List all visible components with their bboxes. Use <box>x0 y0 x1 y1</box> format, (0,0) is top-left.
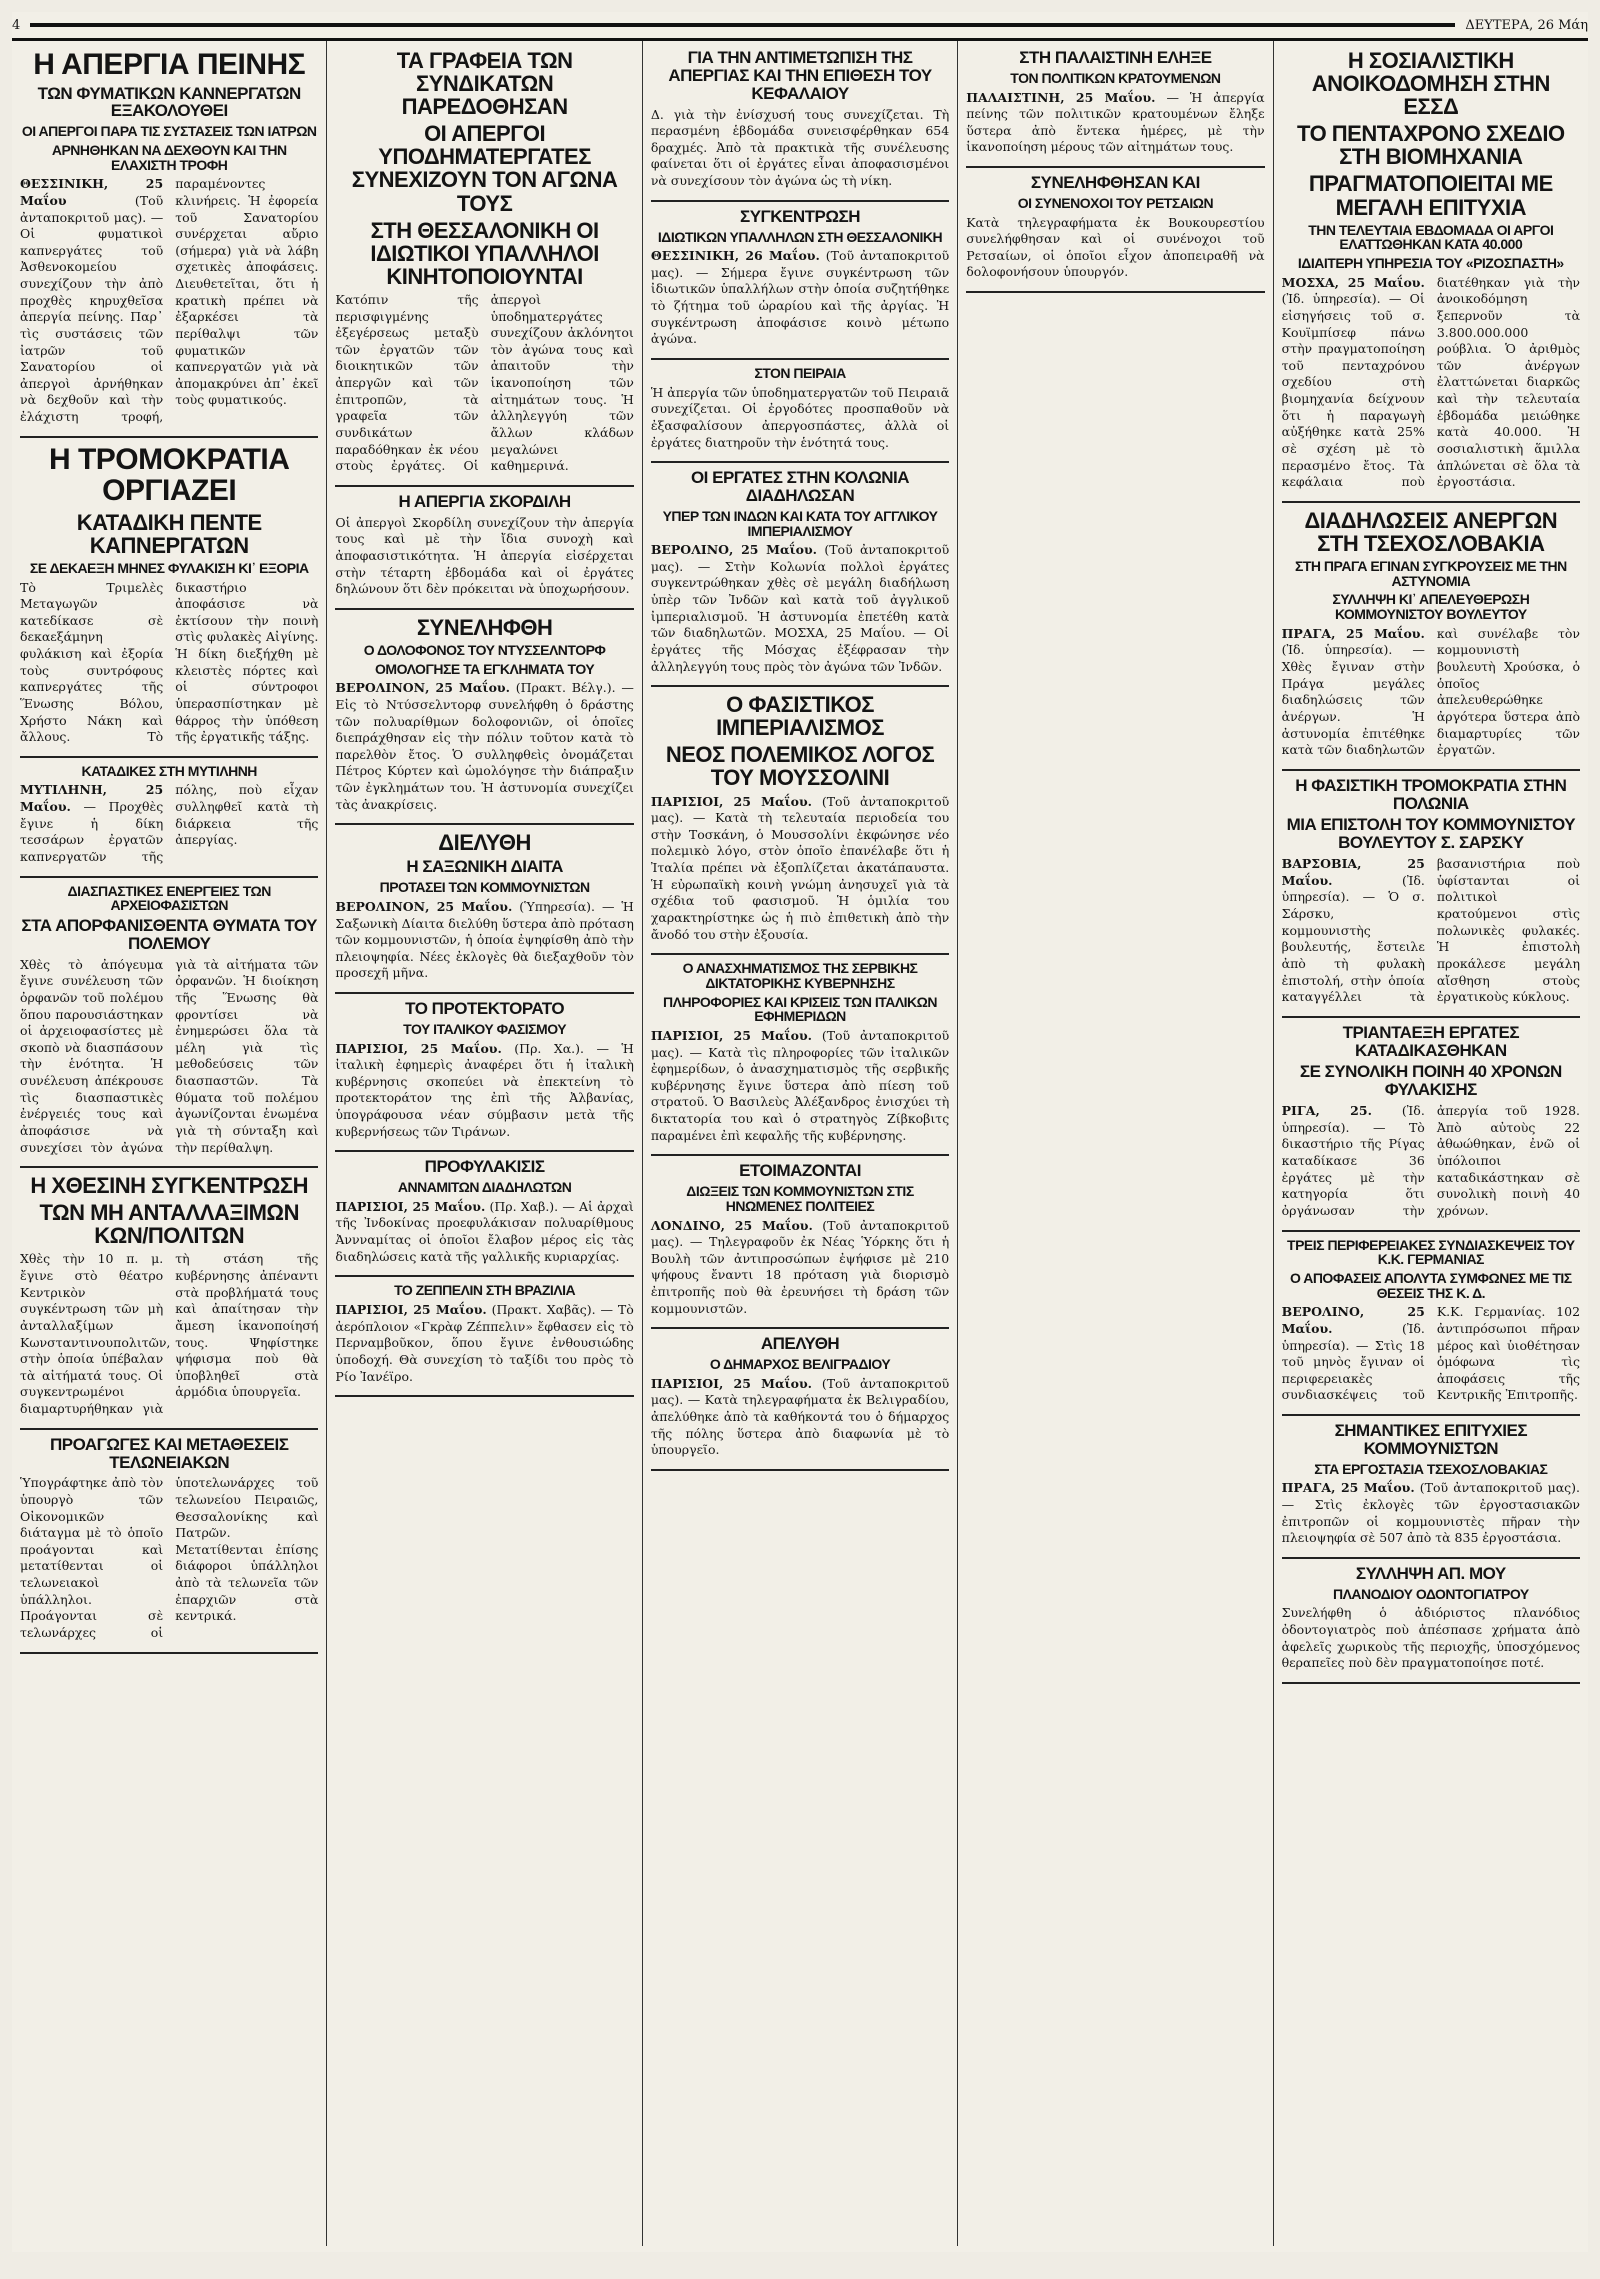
headline: ΠΡΟΦΥΛΑΚΙΣΙΣ <box>424 1157 545 1177</box>
subheadline: ΙΔΙΩΤΙΚΩΝ ΥΠΑΛΛΗΛΩΝ ΣΤΗ ΘΕΣΣΑΛΟΝΙΚΗ <box>657 228 943 245</box>
deck: ΟΙ ΑΠΕΡΓΟΙ ΠΑΡΑ ΤΙΣ ΣΥΣΤΑΣΕΙΣ ΤΩΝ ΙΑΤΡΩΝ <box>21 123 317 140</box>
headline: ΑΠΕΛΥΘΗ <box>760 1334 840 1354</box>
headline: ΣΥΝΕΛΗΦΘΗΣΑΝ ΚΑΙ <box>1030 173 1200 193</box>
article-capital-attack <box>651 49 949 202</box>
headline: ΤΡΙΑΝΤΑΕΞΗ ΕΡΓΑΤΕΣ ΚΑΤΑΔΙΚΑΣΘΗΚΑΝ <box>1342 1022 1520 1060</box>
article-body: ΛΟΝΔΙΝΟ, 25 Μαΐου. (Τοῦ ἀνταποκριτοῦ μας). — Τηλεγραφοῦν ἐκ Νέας Ὑόρκης ὅτι ἡ Βουλὴ τῶν ἀντιπροσώπων ἐψήφισε μὲ 210 ψήφους ἔναντι 18 πρόταση γιὰ διορισμὸ ἐπιτροπῆς ποὺ θὰ ἐρευνήσει τὴ δράση τῶν κομμουνιστῶν. <box>650 1217 950 1316</box>
headline: ΤΑ ΓΡΑΦΕΙΑ ΤΩΝ ΣΥΝΔΙΚΑΤΩΝ ΠΑΡΕΔΟΘΗΣΑΝ <box>396 48 573 120</box>
article-body: ΠΑΡΙΣΙΟΙ, 25 Μαΐου. (Τοῦ ἀνταποκριτοῦ μας). — Κατὰ τὶς πληροφορίες τῶν ἰταλικῶν ἐφημερίδων, ὁ ἀνασχηματισμὸς τῆς σερβικῆς κυβέρνησης ἔγινε ὕστερα ἀπὸ πίεση τοῦ στρατοῦ. Ὁ Βασιλεὺς Ἀλέξανδρος ἐνισχύει τὴ δικτατορία του καὶ ὁ στρατηγὸς Ζίβκοβιτς παραμένει ἐπὶ κεφαλῆς τῆς κυβέρνησης. <box>650 1027 950 1143</box>
headline: Ο ΦΑΣΙΣΤΙΚΟΣ ΙΜΠΕΡΙΑΛΙΣΜΟΣ <box>716 692 884 741</box>
headline: Η ΣΟΣΙΑΛΙΣΤΙΚΗ ΑΝΟΙΚΟΔΟΜΗΣΗ ΣΤΗΝ ΕΣΣΔ <box>1311 48 1550 120</box>
deck: ΣΕ ΔΕΚΑΕΞΗ ΜΗΝΕΣ ΦΥΛΑΚΙΣΗ ΚΙ᾽ ΕΞΟΡΙΑ <box>29 559 309 576</box>
article-annamites <box>335 1158 633 1277</box>
subheadline: ΤΟΝ ΠΟΛΙΤΙΚΩΝ ΚΡΑΤΟΥΜΕΝΩΝ <box>1010 69 1221 86</box>
headline: ΚΑΤΑΔΙΚΕΣ ΣΤΗ ΜΥΤΙΛΗΝΗ <box>81 762 257 779</box>
headline: ΣΤΟΝ ΠΕΙΡΑΙΑ <box>754 364 846 381</box>
tagline: ΙΔΙΑΙΤΕΡΗ ΥΠΗΡΕΣΙΑ ΤΟΥ «ΡΙΖΟΣΠΑΣΤΗ» <box>1297 255 1564 272</box>
headline: ΟΙ ΕΡΓΑΤΕΣ ΣΤΗΝ ΚΟΛΩΝΙΑ ΔΙΑΔΗΛΩΣΑΝ <box>690 468 910 505</box>
article-body: Δ. γιὰ τὴν ἐνίσχυσή τους συνεχίζεται. Τὴ περασμένη ἑβδομάδα συνεισφέρθηκαν 654 δραχμές. Ἀπὸ τὰ πρακτικὰ τῆς συνέλευσης φαίνεται ὅτι οἱ ἐργάτες εἶναι ἀποφασισμένοι νὰ συνεχίσουν τὸν ἀγώνα ὡς τὴ νίκη. <box>650 106 950 189</box>
headline: ΔΙΑΣΠΑΣΤΙΚΕΣ ΕΝΕΡΓΕΙΕΣ ΤΩΝ ΑΡΧΕΙΟΦΑΣΙΣΤΩΝ <box>67 882 271 914</box>
headline: ΣΤΗ ΠΑΛΑΙΣΤΙΝΗ ΕΛΗΞΕ <box>1019 48 1212 67</box>
article-czech-unemployed <box>1282 509 1580 771</box>
article-communist-successes <box>1282 1422 1580 1559</box>
deck: ΤΗΝ ΤΕΛΕΥΤΑΙΑ ΕΒΔΟΜΑΔΑ ΟΙ ΑΡΓΟΙ ΕΛΑΤΤΩΘΗΚΑΝ ΚΑΤΑ 40.000 <box>1308 221 1554 253</box>
article-body: Κατὰ τηλεγραφήματα ἐκ Βουκουρεστίου συνελήφθησαν καὶ οἱ συνένοχοι τοῦ Ρετσαίων, οἱ ὁποῖοι εἶχον ἀποπειραθῆ νὰ δολοφονήσουν ὑπουργόν. <box>966 214 1265 280</box>
dateline: ΠΑΡΙΣΙΟΙ, 25 Μαΐου. <box>335 1040 502 1056</box>
column-5 <box>1274 41 1588 2246</box>
subheadline: Ο ΔΗΜΑΡΧΟΣ ΒΕΛΙΓΡΑΔΙΟΥ <box>709 1356 891 1373</box>
subheadline: ΠΛΑΝΟΔΙΟΥ ΟΔΟΝΤΟΓΙΑΤΡΟΥ <box>1332 1585 1529 1602</box>
subheadline: ΟΙ ΑΠΕΡΓΟΙ ΥΠΟΔΗΜΑΤΕΡΓΑΤΕΣ ΣΥΝΕΧΙΖΟΥΝ ΤΟΝ ΑΓΩΝΑ ΤΟΥΣ <box>351 121 618 216</box>
subheadline: ΥΠΕΡ ΤΩΝ ΙΝΔΩΝ ΚΑΙ ΚΑΤΑ ΤΟΥ ΑΓΓΛΙΚΟΥ ΙΜΠΕΡΙΑΛΙΣΜΟΥ <box>662 507 938 539</box>
subheadline: ΜΙΑ ΕΠΙΣΤΟΛΗ ΤΟΥ ΚΟΜΜΟΥΝΙΣΤΟΥ ΒΟΥΛΕΥΤΟΥ Σ. ΣΑΡΣΚΥ <box>1286 815 1576 853</box>
deck: ΣΤΗ ΘΕΣΣΑΛΟΝΙΚΗ ΟΙ ΙΔΙΩΤΙΚΟΙ ΥΠΑΛΛΗΛΟΙ ΚΙΝΗΤΟΠΟΙΟΥΝΤΑΙ <box>370 217 599 289</box>
headline: Η ΤΡΟΜΟΚΡΑΤΙΑ ΟΡΓΙΑΖΕΙ <box>48 442 290 508</box>
deck: ΣΥΛΛΗΨΗ ΚΙ᾽ ΑΠΕΛΕΥΘΕΡΩΣΗ ΚΟΜΜΟΥΝΙΣΤΟΥ ΒΟΥΛΕΥΤΟΥ <box>1332 591 1530 623</box>
article-body: Χθὲς τὴν 10 π. μ. ἔγινε στὸ θέατρο Κεντρικὸν συγκέντρωση τῶν μὴ ἀνταλλαξίμων Κωνσταντινουπολιτῶν, στὴν ὁποία ὑπέβαλαν τὰ αἰτήματά τους. Οἱ συγκεντρωμένοι διαμαρτυρήθηκαν γιὰ τὴ στάση τῆς κυβέρνησης ἀπέναντι στὰ προβλήματά τους καὶ ἀπαίτησαν τὴν ἄμεση ἱκανοποίησή τους. Ψηφίστηκε ψήφισμα ποὺ θὰ ὑποβληθεῖ στὰ ἁρμόδια ὑπουργεῖα. <box>20 1251 319 1417</box>
subheadline: Ο ΑΠΟΦΑΣΕΙΣ ΑΠΟΛΥΤΑ ΣΥΜΦΩΝΕΣ ΜΕ ΤΙΣ ΘΕΣΕΙΣ ΤΗΣ Κ. Δ. <box>1289 1269 1572 1301</box>
article-serbian-government <box>651 961 949 1156</box>
dateline: ΡΙΓΑ, 25. <box>1281 1103 1372 1119</box>
dateline: ΠΡΑΓΑ, 25 Μαΐου. <box>1281 1480 1415 1496</box>
article-body: ΠΑΡΙΣΙΟΙ, 25 Μαΐου. (Πρ. Χα.). — Ἡ ἰταλικὴ ἐφημερὶς ἀναφέρει ὅτι ἡ ἰταλικὴ κυβέρνησις σκοπεύει νὰ ἐπεκτείνη τὸ προτεκτοράτον της ἐπὶ τῆς Ἀλβανίας, ὑπογράφουσα νέαν σύμβασιν μετὰ τῆς κυβερνήσεως τῶν Τιράνων. <box>335 1040 634 1139</box>
issue-date: ΔΕΥΤΕΡΑ, 26 Μάη <box>1465 17 1588 33</box>
article-zeppelin <box>335 1283 633 1397</box>
dateline: ΠΑΡΙΣΙΟΙ, 25 Μαΐου. <box>335 1302 487 1317</box>
article-body: Ὑπογράφτηκε ἀπὸ τὸν ὑπουργὸ τῶν Οἰκονομικῶν διάταγμα μὲ τὸ ὁποῖο προάγονται καὶ μετατίθενται οἱ τελωνειακοὶ ὑπάλληλοι. Προάγονται σὲ τελωνάρχες οἱ ὑποτελωνάρχες τοῦ τελωνείου Πειραιῶς, Θεσσαλονίκης καὶ Πατρῶν. Μετατίθενται ἐπίσης διάφοροι ὑπάλληλοι ἀπὸ τὰ τελωνεῖα τῶν ἐπαρχιῶν στὰ κεντρικά. <box>20 1475 319 1640</box>
headline: ΤΟ ΠΡΟΤΕΚΤΟΡΑΤΟ <box>405 999 565 1018</box>
subheadline: ΠΛΗΡΟΦΟΡΙΕΣ ΚΑΙ ΚΡΙΣΕΙΣ ΤΩΝ ΙΤΑΛΙΚΩΝ ΕΦΗΜΕΡΙΔΩΝ <box>663 993 938 1025</box>
article-protectorate <box>335 1000 633 1152</box>
article-body: ΠΑΡΙΣΙΟΙ, 25 Μαΐου. (Πρακτ. Χαβᾶς). — Τὸ ἀερόπλοιον «Γκρὰφ Ζέππελιν» ἔφθασεν εἰς τὸ Περναμβοῦκον, ὅπου ἔγινε ἐνθουσιώδης ὑποδοχή. Θὰ συνεχίση τὸ ταξίδι του πρὸς τὸ Ρίο Ἰανέϊρο. <box>335 1302 634 1384</box>
article-cologne <box>651 469 949 687</box>
article-body: Τὸ Τριμελὲς Μεταγωγῶν κατεδίκασε σὲ δεκαεξάμηνη φυλάκιση καὶ ἐξορία τοὺς συντρόφους καπνεργάτες τῆς Ἕνωσης Βόλου, Χρήστο Νάκη καὶ ἄλλους. Τὸ δικαστήριο ἀποφάσισε νὰ ἐκτίσουν τὴν ποινὴ στὶς φυλακὲς Αἰγίνης. Ἡ δίκη διεξήχθη μὲ κλειστὲς πόρτες καὶ οἱ σύντροφοι ὑπερασπίστηκαν μὲ θάρρος τὴν ὑπόθεση τῆς ἐργατικῆς τάξης. <box>20 579 319 745</box>
article-terror <box>20 444 318 758</box>
dateline: ΛΟΝΔΙΝΟ, 25 Μαΐου. <box>650 1217 813 1233</box>
article-body: ΠΡΑΓΑ, 25 Μαΐου. (Τοῦ ἀνταποκριτοῦ μας). — Στὶς ἐκλογὲς τῶν ἐργοστασιακῶν ἐπιτροπῶν οἱ κομμουνιστὲς πῆραν τὴν πλειοψηφία σὲ 507 ἀπὸ τὰ 835 ἐργοστάσια. <box>1281 1480 1581 1546</box>
subheadline: ΤΩΝ ΦΥΜΑΤΙΚΩΝ ΚΑΝΝΕΡΓΑΤΩΝ ΕΞΑΚΟΛΟΥΘΕΙ <box>37 83 301 121</box>
subheadline: ΣΕ ΣΥΝΟΛΙΚΗ ΠΟΙΝΗ 40 ΧΡΟΝΩΝ ΦΥΛΑΚΙΣΗΣ <box>1299 1062 1562 1100</box>
article-body: Χθὲς τὸ ἀπόγευμα ἔγινε συνέλευση τῶν ὀρφανῶν τοῦ πολέμου ὅπου παρουσιάστηκαν οἱ ἀρχειοφασίστες μὲ σκοπὸ νὰ διασπάσουν τὴν ἑνότητα. Ἡ συνέλευση ἀπέκρουσε τὶς διασπαστικὲς ἐνέργειές τους καὶ ἀποφάσισε νὰ συνεχίσει τὸν ἀγώνα γιὰ τὰ αἰτήματα τῶν ὀρφανῶν. Ἡ διοίκηση τῆς Ἕνωσης θὰ φροντίσει νὰ ἐνημερώσει ὅλα τὰ μέλη γιὰ τὶς μεθοδεύσεις τῶν διασπαστῶν. Τὰ θύματα τοῦ πολέμου ἀγωνίζονται ἑνωμένα γιὰ τὴ σύνταξη καὶ τὴν περίθαλψη. <box>20 956 319 1155</box>
article-body: ΒΑΡΣΟΒΙΑ, 25 Μαΐου. (Ἰδ. ὑπηρεσία). — Ὁ σ. Σάρσκυ, κομμουνιστὴς βουλευτής, ἔστειλε ἀπὸ τὴ φυλακὴ ἐπιστολή, στὴν ὁποία καταγγέλλει τὰ βασανιστήρια ποὺ ὑφίστανται οἱ πολιτικοὶ κρατούμενοι στὶς πολωνικὲς φυλακές. Ἡ ἐπιστολὴ προκάλεσε μεγάλη αἴσθηση στοὺς ἐργατικοὺς κύκλους. <box>1281 856 1581 1005</box>
article-constantinopolitans <box>20 1174 318 1430</box>
article-body: Συνελήφθη ὁ ἀδιόριστος πλανόδιος ὀδοντογιατρὸς ποὺ ἀπέσπασε χρήματα ἀπὸ ἀφελεῖς χωρικοὺς τῆς περιοχῆς, ὑποσχόμενος θεραπεῖες ποὺ δὲν πραγματοποίησε ποτέ. <box>1281 1605 1581 1671</box>
article-customs <box>20 1436 318 1654</box>
headline: ΓΙΑ ΤΗΝ ΑΝΤΙΜΕΤΩΠΙΣΗ ΤΗΣ ΑΠΕΡΓΙΑΣ ΚΑΙ ΤΗΝ ΕΠΙΘΕΣΗ ΤΟΥ ΚΕΦΑΛΑΙΟΥ <box>668 48 932 103</box>
headline: ΣΥΛΛΗΨΗ ΑΠ. ΜΟΥ <box>1355 1563 1506 1583</box>
article-us-persecutions <box>651 1162 949 1329</box>
dateline: ΠΑΡΙΣΙΟΙ, 25 Μαΐου. <box>335 1198 486 1214</box>
dateline: ΠΡΑΓΑ, 25 Μαΐου. <box>1281 625 1425 641</box>
article-body: ΠΑΡΙΣΙΟΙ, 25 Μαΐου. (Τοῦ ἀνταποκριτοῦ μας). — Κατὰ τηλεγραφήματα ἐκ Βελιγραδίου, ἀπελύθηκε ἀπὸ τὰ καθήκοντά του ὁ δήμαρχος τῆς πόλης ὕστερα ἀπὸ διαφωνία μὲ τὸ ὑπουργεῖο. <box>650 1375 950 1458</box>
deck: ΑΡΝΗΘΗΚΑΝ ΝΑ ΔΕΧΘΟΥΝ ΚΑΙ ΤΗΝ ΕΛΑΧΙΣΤΗ ΤΡΟΦΗ <box>51 141 287 173</box>
article-body: ΘΕΣΣΙΝΙΚΗ, 26 Μαΐου. (Τοῦ ἀνταποκριτοῦ μας). — Σήμερα ἔγινε συγκέντρωση τῶν ἰδιωτικῶν ὑπαλλήλων στὴν ὁποία συζητήθηκε τὸ ζήτημα τοῦ ὡραρίου καὶ τῆς ἀργίας. Ἡ συγκέντρωση ἀποφάσισε κοινὸ μέτωπο ἀγώνα. <box>650 248 950 347</box>
article-body: ΠΑΡΙΣΙΟΙ, 25 Μαΐου. (Τοῦ ἀνταποκριτοῦ μας). — Κατὰ τὴ τελευταία περιοδεία του στὴν Τοσκάνη, ὁ Μουσσολίνι ἐκφώνησε νέο πολεμικὸ λόγο, στὸν ὁποῖο ἐπανέλαβε ὅτι ἡ Ἰταλία πρέπει νὰ ἐξοπλίζεται ἀκατάπαυστα. Ἡ εὐρωπαϊκὴ κοινὴ γνώμη ἀνησυχεῖ γιὰ τὰ σχέδια τοῦ φασισμοῦ. Ἡ ὁμιλία του χαρακτηρίστηκε ὡς ἡ πιὸ ἐπιθετικὴ ἀπὸ τὴν ἄνοδό του στὴν ἐξουσία. <box>650 793 950 942</box>
article-union-offices <box>335 49 633 487</box>
subheadline: ΣΤΑ ΑΠΟΡΦΑΝΙΣΘΕΝΤΑ ΘΥΜΑΤΑ ΤΟΥ ΠΟΛΕΜΟΥ <box>21 915 318 953</box>
dateline: ΘΕΣΣΙΝΙΚΗ, 25 Μαΐου <box>20 176 164 208</box>
subheadline: ΣΤΑ ΕΡΓΟΣΤΑΣΙΑ ΤΣΕΧΟΣΛΟΒΑΚΙΑΣ <box>1314 1460 1548 1477</box>
dateline: ΠΑΡΙΣΙΟΙ, 25 Μαΐου. <box>650 1375 812 1391</box>
deck: ΟΜΟΛΟΓΗΣΕ ΤΑ ΕΓΚΛΗΜΑΤΑ ΤΟΥ <box>375 660 595 677</box>
article-accomplices <box>966 174 1264 293</box>
dateline: ΜΟΣΧΑ, 25 Μαΐου. <box>1281 274 1425 290</box>
headline: ΣΥΝΕΛΗΦΘΗ <box>416 614 553 640</box>
headline: ΤΡΕΙΣ ΠΕΡΙΦΕΡΕΙΑΚΕΣ ΣΥΝΔΙΑΣΚΕΨΕΙΣ ΤΟΥ Κ.Κ. ΓΕΡΜΑΝΙΑΣ <box>1287 1236 1575 1268</box>
headline: ΔΙΕΛΥΘΗ <box>438 830 531 856</box>
article-skordili <box>335 493 633 610</box>
article-body: Οἱ ἀπεργοὶ Σκορδίλη συνεχίζουν τὴν ἀπεργία τους καὶ μὲ τὴν ἴδια συνοχὴ καὶ ἀποφασιστικότητα. Ἡ ἀπεργία εἰσέρχεται στὴν τέταρτη ἑβδομάδα καὶ οἱ ἐργάτες δηλώνουν ὅτι δὲν πρόκειται νὰ ὑποχωρήσουν. <box>335 514 634 597</box>
article-ussr-construction <box>1282 49 1580 503</box>
headline: ΤΟ ΖΕΠΠΕΛΙΝ ΣΤΗ ΒΡΑΖΙΛΙΑ <box>394 1282 576 1299</box>
page-number: 4 <box>12 17 21 33</box>
article-mytilene <box>20 764 318 878</box>
subheadline: ΝΕΟΣ ΠΟΛΕΜΙΚΟΣ ΛΟΓΟΣ ΤΟΥ ΜΟΥΣΣΟΛΙΝΙ <box>665 742 935 791</box>
article-dentist-arrest <box>1282 1565 1580 1684</box>
subheadline: ΤΩΝ ΜΗ ΑΝΤΑΛΛΑΞΙΜΩΝ ΚΩΝ/ΠΟΛΙΤΩΝ <box>39 1200 299 1249</box>
article-riga-sentence <box>1282 1024 1580 1232</box>
masthead-rule <box>30 23 1455 27</box>
subheadline: ΚΑΤΑΔΙΚΗ ΠΕΝΤΕ ΚΑΠΝΕΡΓΑΤΩΝ <box>76 509 262 558</box>
dateline: ΠΑΡΙΣΙΟΙ, 25 Μαΐου. <box>650 793 812 809</box>
headline: ΣΗΜΑΝΤΙΚΕΣ ΕΠΙΤΥΧΙΕΣ ΚΟΜΜΟΥΝΙΣΤΩΝ <box>1334 1421 1528 1458</box>
dateline: ΠΑΡΙΣΙΟΙ, 25 Μαΐου. <box>650 1027 812 1043</box>
deck: ΠΡΟΤΑΣΕΙ ΤΩΝ ΚΟΜΜΟΥΝΙΣΤΩΝ <box>379 879 590 896</box>
article-palestine <box>966 49 1264 168</box>
subheadline: ΤΟΥ ΙΤΑΛΙΚΟΥ ΦΑΣΙΣΜΟΥ <box>403 1020 567 1037</box>
article-body: Ἡ ἀπεργία τῶν ὑποδηματεργατῶν τοῦ Πειραιᾶ συνεχίζεται. Οἱ ἐργοδότες προσπαθοῦν νὰ ἐξασφαλίσουν ἀπεργοσπάστες, ἀλλὰ οἱ ἐργάτες διατηροῦν τὴν ἑνότητά τους. <box>650 384 950 450</box>
article-body: ΜΟΣΧΑ, 25 Μαΐου. (Ἰδ. ὑπηρεσία). — Οἱ εἰσηγήσεις τοῦ σ. Κουϊμπίσεφ πάνω στὴν πραγματοποίηση τοῦ πενταχρόνου σχεδίου στὴ βιομηχανία δείχνουν ὅτι ἡ παραγωγὴ αὐξήθηκε κατὰ 25% σὲ σχέση μὲ τὸ περασμένο ἔτος. Τὰ κεφάλαια ποὺ διατέθηκαν γιὰ τὴν ἀνοικοδόμηση ξεπερνοῦν τὰ 3.800.000.000 ρούβλια. Ὁ ἀριθμὸς τῶν ἀνέργων ἐλαττώνεται διαρκῶς καὶ τὴν τελευταία ἑβδομάδα μειώθηκε κατὰ 40.000. Ἡ σοσιαλιστικὴ ἅμιλλα ἁπλώνεται σὲ ὅλα τὰ ἐργοστάσια. <box>1281 274 1581 490</box>
subheadline: ΤΟ ΠΕΝΤΑΧΡΟΝΟ ΣΧΕΔΙΟ ΣΤΗ ΒΙΟΜΗΧΑΝΙΑ <box>1297 121 1565 170</box>
article-body: ΡΙΓΑ, 25. (Ἰδ. ὑπηρεσία). — Τὸ δικαστήριο τῆς Ρίγας καταδίκασε 36 ἐργάτες μὲ τὴν κατηγορία ὅτι ὀργάνωσαν τὴν ἀπεργία τοῦ 1928. Ἀπὸ αὐτοὺς 22 ἀθωώθηκαν, ἐνῶ οἱ ὑπόλοιποι καταδικάστηκαν σὲ συνολικὴ ποινὴ 40 χρόνων. <box>1281 1103 1581 1218</box>
dateline: ΒΕΡΟΛΙΝΟ, 25 Μαΐου. <box>650 542 818 558</box>
article-body: ΠΑΛΑΙΣΤΙΝΗ, 25 Μαΐου. — Ἡ ἀπεργία πείνης τῶν πολιτικῶν κρατουμένων ἔληξε ὕστερα ἀπὸ ἕντεκα ἡμέρες, μὲ τὴν ἱκανοποίηση μέρους τῶν αἰτημάτων τους. <box>966 89 1265 155</box>
dateline: ΠΑΛΑΙΣΤΙΝΗ, 25 Μαΐου. <box>966 89 1156 105</box>
subheadline: ΣΤΗ ΠΡΑΓΑ ΕΓΙΝΑΝ ΣΥΓΚΡΟΥΣΕΙΣ ΜΕ ΤΗΝ ΑΣΤΥΝΟΜΙΑ <box>1294 558 1567 589</box>
dateline: ΒΕΡΟΛΙΝΟΝ, 25 Μαΐου. <box>335 898 513 914</box>
article-piraeus <box>651 366 949 463</box>
headline: ΣΥΓΚΕΝΤΡΩΣΗ <box>740 206 860 226</box>
article-hunger-strike <box>20 49 318 438</box>
headline: ΠΡΟΑΓΩΓΕΣ ΚΑΙ ΜΕΤΑΘΕΣΕΙΣ ΤΕΛΩΝΕΙΑΚΩΝ <box>49 1434 289 1472</box>
dateline: ΜΥΤΙΛΗΝΗ, 25 Μαΐου. <box>20 782 164 815</box>
headline: Η ΑΠΕΡΓΙΑ ΠΕΙΝΗΣ <box>33 48 306 81</box>
article-body: Κατόπιν τῆς περισφιγμένης ἐξεγέρσεως μεταξὺ τῶν ἐργατῶν τῶν διοικητικῶν τῶν ἀπεργῶν καὶ τῶν ἐπιτροπῶν, τὰ γραφεῖα τῶν συνδικάτων παραδόθηκαν ἐκ νέου στοὺς ἐργάτες. Οἱ ἀπεργοὶ ὑποδηματεργάτες συνεχίζουν ἀκλόνητοι τὸν ἀγώνα τους καὶ ἀπαιτοῦν τὴν ἱκανοποίηση τῶν αἰτημάτων τους. Ἡ ἀλληλεγγύη τῶν ἄλλων κλάδων μεγαλώνει καθημερινά. <box>335 291 634 474</box>
subheadline: Η ΣΑΞΩΝΙΚΗ ΔΙΑΙΤΑ <box>406 857 563 877</box>
article-poland-terror <box>1282 777 1580 1018</box>
article-body: ΒΕΡΟΛΙΝΟΝ, 25 Μαΐου. (Ὑπηρεσία). — Ἡ Σαξωνικὴ Δίαιτα διελύθη ὕστερα ἀπὸ πρόταση τῶν κομμουνιστῶν, ἡ ὁποία ἐψηφίσθη ἀπὸ τὴν πλειοψηφία. Νέες ἐκλογὲς θὰ διεξαχθοῦν τὸν προσεχῆ μῆνα. <box>335 898 634 981</box>
columns <box>12 41 1588 2246</box>
article-body: ΜΥΤΙΛΗΝΗ, 25 Μαΐου. — Προχθὲς ἔγινε ἡ δίκη τεσσάρων ἐργατῶν καπνεργατῶν τῆς πόλης, ποὺ εἶχαν συλληφθεῖ κατὰ τὴ διάρκεια τῆς ἀπεργίας. <box>20 782 319 864</box>
article-body: ΒΕΡΟΛΙΝΟ, 25 Μαΐου. (Τοῦ ἀνταποκριτοῦ μας). — Στὴν Κολωνία πολλοὶ ἐργάτες συγκεντρώθηκαν χθὲς σὲ μεγάλη διαδήλωση ὑπὲρ τῶν Ἰνδῶν καὶ κατὰ τοῦ ἀγγλικοῦ ἰμπεριαλισμοῦ. Ἡ ἀστυνομία ἐπετέθη κατὰ τῶν διαδηλωτῶν. ΜΟΣΧΑ, 25 Μαΐου. — Οἱ ἐργάτες τῆς Μόσχας ἐξέφρασαν τὴν ἀλληλεγγύη τους πρὸς τὸν ἀγώνα τῶν Ἰνδῶν. <box>650 542 950 674</box>
subheadline: ΟΙ ΣΥΝΕΝΟΧΟΙ ΤΟΥ ΡΕΤΣΑΙΩΝ <box>1017 194 1214 211</box>
newspaper-page <box>12 12 1588 2252</box>
article-duesseldorf <box>335 616 633 825</box>
article-archeiofascists <box>20 884 318 1169</box>
article-body: ΠΑΡΙΣΙΟΙ, 25 Μαΐου. (Πρ. Χαβ.). — Αἱ ἀρχαὶ τῆς Ἰνδοκίνας προεφυλάκισαν πολυαρίθμους Ἀννναμίτας οἱ ὁποῖοι ἔλαβον μέρος εἰς τὰς διαδηλώσεις κατὰ τῆς γαλλικῆς κυριαρχίας. <box>335 1198 634 1264</box>
subheadline: ΔΙΩΞΕΙΣ ΤΩΝ ΚΟΜΜΟΥΝΙΣΤΩΝ ΣΤΙΣ ΗΝΩΜΕΝΕΣ ΠΟΛΙΤΕΙΕΣ <box>686 1183 914 1214</box>
column-2 <box>327 41 642 2246</box>
article-kpd-conferences <box>1282 1238 1580 1417</box>
column-4 <box>958 41 1273 2246</box>
article-body: ΠΡΑΓΑ, 25 Μαΐου. (Ἰδ. ὑπηρεσία). — Χθὲς ἔγιναν στὴν Πράγα μεγάλες διαδηλώσεις τῶν ἀνέργων. Ἡ ἀστυνομία ἐπιτέθηκε κατὰ τῶν διαδηλωτῶν καὶ συνέλαβε τὸν κομμουνιστὴ βουλευτὴ Χρούσκα, ὁ ὁποῖος ἀπελευθερώθηκε ἀργότερα ὕστερα ἀπὸ διαμαρτυρίες τῶν ἐργατῶν. <box>1281 625 1581 758</box>
dateline: ΒΕΡΟΛΙΝΟΝ, 25 Μαΐου. <box>335 680 510 696</box>
article-body: ΘΕΣΣΙΝΙΚΗ, 25 Μαΐου (Τοῦ ἀνταποκριτοῦ μας). — Οἱ φυματικοὶ καπνεργάτες τοῦ Ἀσθενοκομείου συνεχίζουν τὴν ἀπὸ πρoχθὲς κηρυχθεῖσα ἀπεργία πείνης. Παρ᾽ τὶς συστάσεις τῶν ἰατρῶν τοῦ Σανατορίου οἱ ἀπεργοὶ ἀρνήθηκαν νὰ δεχθοῦν καὶ τὴν ἐλάχιστη τροφή, παραμένοντες κλινήρεις. Ἡ ἐφορεία τοῦ Σανατορίου συνέρχεται αὔριο (σήμερα) γιὰ νὰ λάβη σχετικὲς ἀποφάσεις. Διευθετεῖται, ὅτι ἡ κρατικὴ πρέπει νὰ ἐξαρκέσει τὰ περίθαλψι τῶν φυματικῶν καπνεργατῶν γιὰ νὰ ἀπομακρύνει ἀπ᾽ ἐκεῖ τοὺς φυματικούς. <box>20 176 319 424</box>
article-saxon-diet <box>335 831 633 994</box>
dateline: ΘΕΣΣΙΝΙΚΗ, 26 Μαΐου. <box>650 248 820 264</box>
dateline: ΒΑΡΣΟΒΙΑ, 25 Μαΐου. <box>1281 856 1425 888</box>
headline: Ο ΑΝΑΣΧΗΜΑΤΙΣΜΟΣ ΤΗΣ ΣΕΡΒΙΚΗΣ ΔΙΚΤΑΤΟΡΙΚΗΣ ΚΥΒΕΡΝΗΣΗΣ <box>682 960 918 991</box>
headline: Η ΦΑΣΙΣΤΙΚΗ ΤΡΟΜΟΚΡΑΤΙΑ ΣΤΗΝ ΠΟΛΩΝΙΑ <box>1295 775 1567 813</box>
headline: ΔΙΑΔΗΛΩΣΕΙΣ ΑΝΕΡΓΩΝ ΣΤΗ ΤΣΕΧΟΣΛΟΒΑΚΙΑ <box>1304 507 1558 556</box>
article-body: ΒΕΡΟΛΙΝΟΝ, 25 Μαΐου. (Πρακτ. Βέλγ.). — Εἰς τὸ Ντύσσελντορφ συνελήφθη ὁ δράστης τῶν πολυαρίθμων δολοφονιῶν, οἱ ὁποῖες διεπράχθησαν εἰς τὴν πόλιν τοῦτον κατὰ τὸ παρελθὸν ἔτος. Ὁ συλληφθεὶς ὀνομάζεται Πέτρος Κύρτεν καὶ ὡμολόγησε τὴν διάπραξιν τῶν ἐγκλημάτων του. Ἡ ἀστυνομία συνεχίζει τὰς ἀνακρίσεις. <box>335 680 634 812</box>
headline: ΕΤΟΙΜΑΖΟΝΤΑΙ <box>739 1161 861 1181</box>
subheadline: ΑΝΝΑΜΙΤΩΝ ΔΙΑΔΗΛΩΤΩΝ <box>397 1179 572 1196</box>
headline: Η ΧΘΕΣΙΝΗ ΣΥΓΚΕΝΤΡΩΣΗ <box>30 1173 308 1199</box>
subheadline: Ο ΔΟΛΟΦΟΝΟΣ ΤΟΥ ΝΤΥΣΣΕΛΝΤΟΡΦ <box>363 641 606 658</box>
article-body: ΒΕΡΟΛΙΝΟ, 25 Μαΐου. (Ἰδ. ὑπηρεσία). — Στὶς 18 τοῦ μηνὸς ἔγιναν οἱ περιφερειακὲς συνδιασκέψεις τοῦ Κ.Κ. Γερμανίας. 102 ἀντιπρόσωποι πῆραν μέρος καὶ ὑιοθέτησαν ὁμόφωνα τὶς ἀποφάσεις τῆς Κεντρικῆς Ἐπιτροπῆς. <box>1281 1304 1581 1403</box>
masthead <box>12 12 1588 41</box>
dateline: ΒΕΡΟΛΙΝΟ, 25 Μαΐου. <box>1281 1304 1425 1336</box>
column-1 <box>12 41 327 2246</box>
article-employees-rally <box>651 208 949 360</box>
column-3 <box>643 41 958 2246</box>
deck: ΠΡΑΓΜΑΤΟΠΟΙΕΙΤΑΙ ΜΕ ΜΕΓΑΛΗ ΕΠΙΤΥΧΙΑ <box>1308 171 1553 220</box>
article-fascist-imperialism <box>651 693 949 955</box>
article-belgrade-mayor <box>651 1335 949 1471</box>
headline: Η ΑΠΕΡΓΙΑ ΣΚΟΡΔΙΛΗ <box>398 491 571 511</box>
